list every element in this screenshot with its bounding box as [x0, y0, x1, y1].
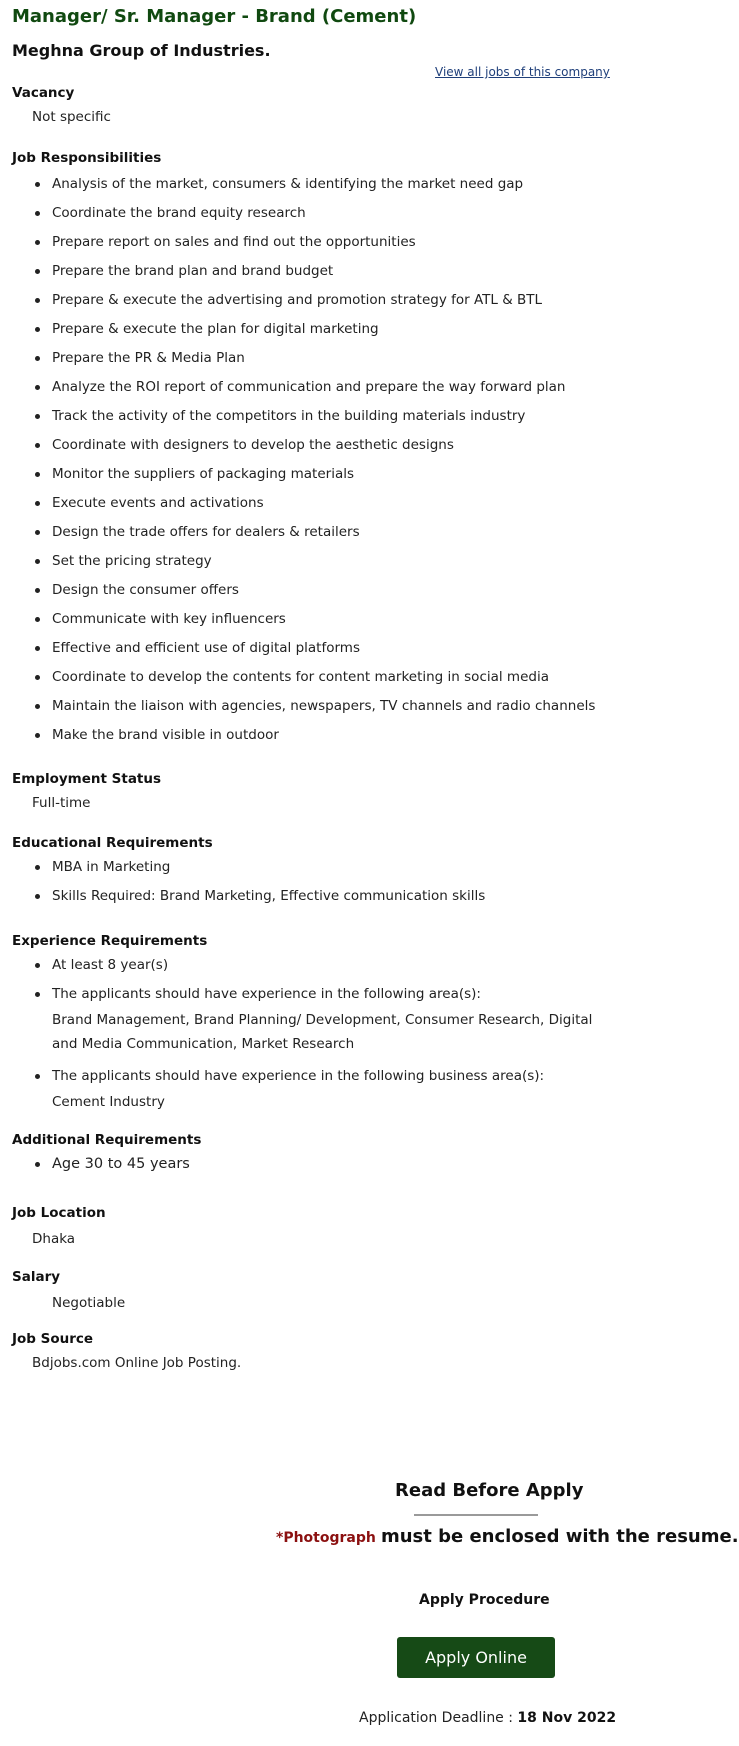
additional-section — [12, 1131, 652, 1184]
job-title: Manager/ Sr. Manager - Brand (Cement) — [12, 6, 417, 27]
read-before-apply-heading: Read Before Apply — [395, 1480, 584, 1501]
responsibility-item: Execute events and activations — [52, 494, 652, 512]
location-heading: Job Location — [12, 1205, 106, 1221]
vacancy-section — [12, 84, 652, 126]
responsibilities-list — [12, 175, 652, 744]
location-value: Dhaka — [32, 1231, 76, 1247]
experience-areas-intro: The applicants should have experience in the following area(s): — [52, 986, 481, 1002]
salary-heading: Salary — [12, 1269, 61, 1285]
divider — [414, 1514, 538, 1516]
experience-list — [12, 956, 652, 1114]
experience-years: At least 8 year(s) — [52, 957, 169, 973]
responsibility-item: Analysis of the market, consumers & identifying the market need gap — [52, 175, 652, 193]
employment-status-value: Full-time — [32, 795, 91, 811]
photograph-label: *Photograph — [276, 1530, 376, 1546]
additional-list — [12, 1155, 652, 1173]
experience-heading: Experience Requirements — [12, 933, 208, 949]
responsibility-item: Track the activity of the competitors in the building materials industry — [52, 407, 652, 425]
business-areas-detail: Cement Industry — [52, 1094, 165, 1110]
vacancy-heading: Vacancy — [12, 85, 75, 101]
experience-areas-detail — [52, 1008, 652, 1056]
responsibilities-heading: Job Responsibilities — [12, 150, 162, 166]
view-all-jobs-link[interactable]: View all jobs of this company — [435, 65, 610, 79]
responsibility-item: Coordinate the brand equity research — [52, 204, 652, 222]
responsibility-item: Prepare the brand plan and brand budget — [52, 262, 652, 280]
location-section — [12, 1204, 652, 1248]
responsibilities-section — [12, 149, 652, 755]
responsibility-item: Design the trade offers for dealers & retailers — [52, 523, 652, 541]
experience-areas-detail-b: and Media Communication, Market Research — [52, 1036, 355, 1052]
additional-item: Age 30 to 45 years — [52, 1155, 652, 1173]
deadline-label: Application Deadline : — [359, 1710, 513, 1726]
responsibility-item: Prepare & execute the advertising and promotion strategy for ATL & BTL — [52, 291, 652, 309]
education-section — [12, 834, 652, 916]
education-heading: Educational Requirements — [12, 835, 213, 851]
salary-section — [12, 1268, 652, 1312]
experience-item — [52, 956, 652, 974]
responsibility-item: Design the consumer offers — [52, 581, 652, 599]
source-value: Bdjobs.com Online Job Posting. — [32, 1355, 242, 1371]
education-item: MBA in Marketing — [52, 858, 652, 876]
responsibility-item: Effective and efficient use of digital platforms — [52, 639, 652, 657]
responsibility-item: Make the brand visible in outdoor — [52, 726, 652, 744]
source-heading: Job Source — [12, 1331, 94, 1347]
responsibility-item: Analyze the ROI report of communication and prepare the way forward plan — [52, 378, 652, 396]
education-list — [12, 858, 652, 905]
responsibility-item: Maintain the liaison with agencies, newspapers, TV channels and radio channels — [52, 697, 652, 715]
responsibility-item: Prepare & execute the plan for digital marketing — [52, 320, 652, 338]
deadline-date: 18 Nov 2022 — [517, 1710, 617, 1726]
source-section — [12, 1330, 652, 1372]
vacancy-value: Not specific — [32, 109, 111, 125]
salary-value: Negotiable — [52, 1295, 126, 1311]
experience-areas-detail-a: Brand Management, Brand Planning/ Development, Consumer Research, Digital — [52, 1012, 593, 1028]
apply-online-button[interactable]: Apply Online — [397, 1637, 555, 1678]
experience-section — [12, 932, 652, 1125]
responsibility-item: Coordinate with designers to develop the aesthetic designs — [52, 436, 652, 454]
education-item: Skills Required: Brand Marketing, Effective communication skills — [52, 887, 652, 905]
application-deadline — [359, 1710, 616, 1726]
apply-procedure-heading: Apply Procedure — [419, 1592, 550, 1608]
photograph-text: must be enclosed with the resume. — [380, 1526, 739, 1547]
employment-status-section — [12, 770, 652, 812]
business-areas-intro: The applicants should have experience in the following business area(s): — [52, 1068, 545, 1084]
company-name: Meghna Group of Industries. — [12, 41, 271, 60]
responsibility-item: Communicate with key influencers — [52, 610, 652, 628]
experience-item — [52, 1067, 652, 1114]
responsibility-item: Set the pricing strategy — [52, 552, 652, 570]
responsibility-item: Monitor the suppliers of packaging materials — [52, 465, 652, 483]
responsibility-item: Coordinate to develop the contents for content marketing in social media — [52, 668, 652, 686]
additional-heading: Additional Requirements — [12, 1132, 202, 1148]
employment-status-heading: Employment Status — [12, 771, 162, 787]
photograph-note — [276, 1526, 739, 1547]
responsibility-item: Prepare the PR & Media Plan — [52, 349, 652, 367]
experience-item — [52, 985, 652, 1056]
responsibility-item: Prepare report on sales and find out the opportunities — [52, 233, 652, 251]
